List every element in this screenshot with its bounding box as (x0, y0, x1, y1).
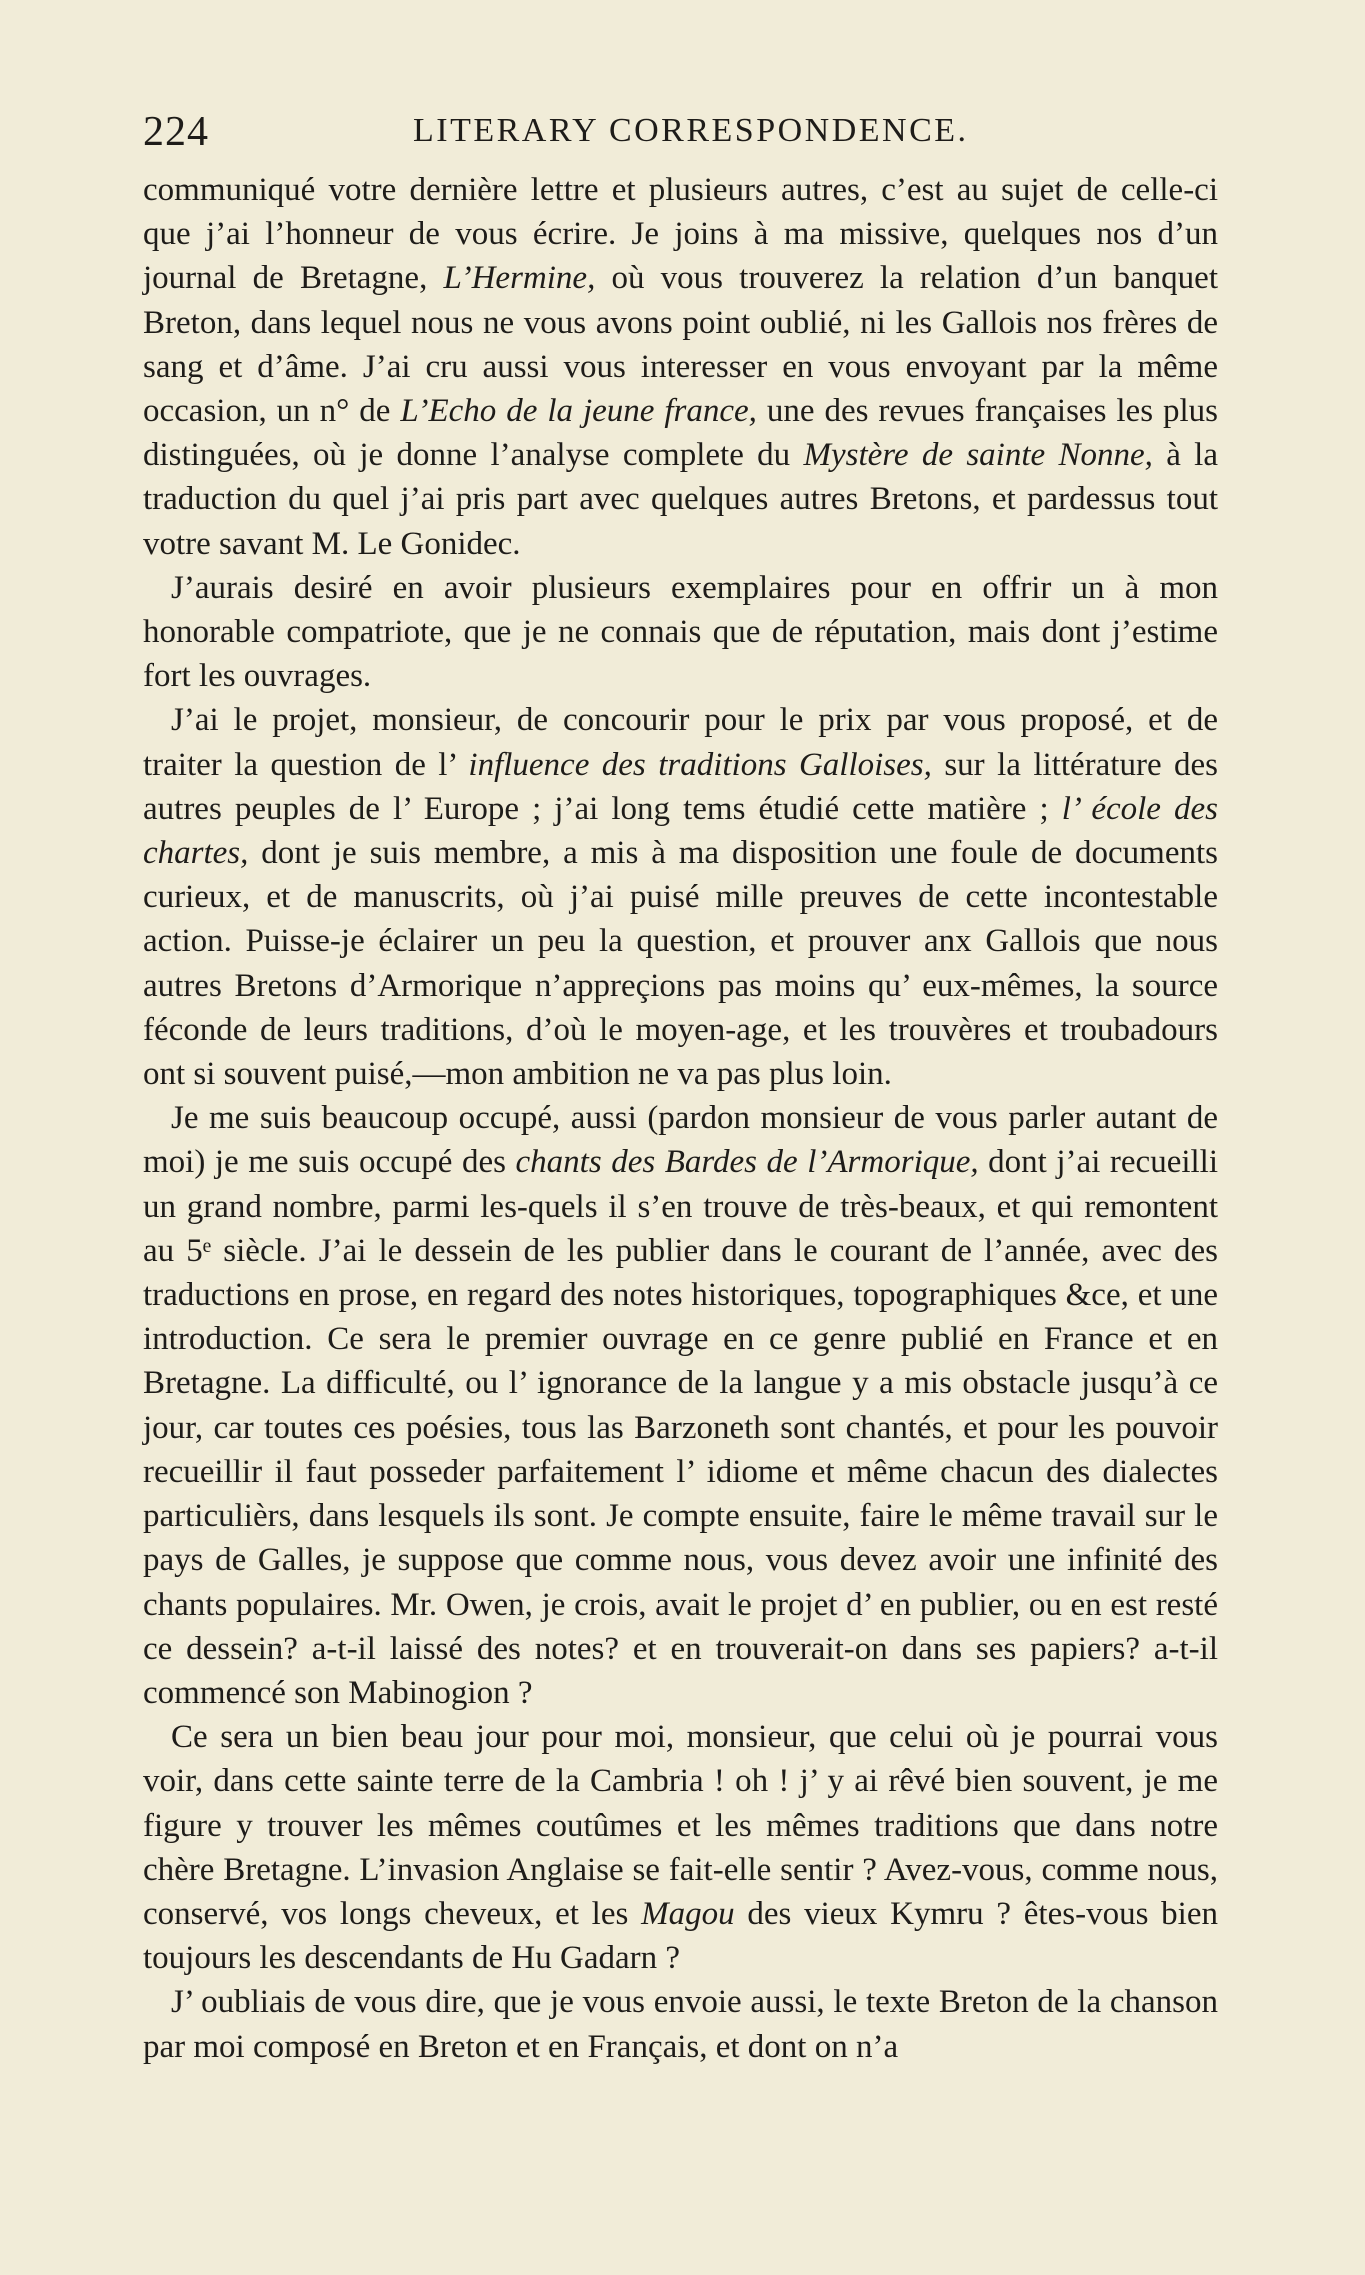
paragraph (143, 698, 1218, 1096)
paragraph (143, 1980, 1218, 2068)
italic-run: influence des traditions Galloises, (468, 746, 932, 783)
running-head: LITERARY CORRESPONDENCE. (413, 112, 969, 149)
page-number: 224 (143, 109, 209, 155)
page-header (143, 108, 1218, 160)
text-run: sur la littérature des autres peuples de l’ Europe ; j’ai long tems étudié cette matière ; (143, 746, 1219, 827)
paragraph (143, 1096, 1218, 1715)
text-run: communiqué votre dernière lettre et plusieurs autres, c’est au sujet de celle-ci que j’ai l’honneur de vous écrire. Je joins à ma missive, quelques nos d’un journal de Bretagne, (143, 172, 1218, 297)
letter-body (143, 168, 1218, 2069)
text-run: J’aurais desiré en avoir plusieurs exemplaires pour en offrir un à mon honorable compatriote, que je ne connais que de réputation, mais dont j’estime fort les ouvrages. (143, 569, 1218, 695)
text-run: Je me suis beaucoup occupé, aussi (pardon monsieur de vous parler autant de moi) je me suis occupé des (143, 1100, 1218, 1181)
paragraph (143, 168, 1218, 566)
text-run: Ce sera un bien beau jour pour moi, monsieur, que celui où je pourrai vous voir, dans cette sainte terre de la Cambria ! oh ! j’ y ai rêvé bien souvent, je me figure y trouver les mêmes coutûmes et les mêmes traditions que dans notre chère Bretagne. L’invasion Anglaise se fait-elle sentir ? Avez-vous, comme nous, conservé, vos longs cheveux, et les (143, 1719, 1218, 1932)
text-run: où vous trouverez la relation d’un banquet Breton, dans lequel nous ne vous avons point oublié, ni les Gallois nos frères de sang et d’âme. J’ai cru aussi vous interesser en vous envoyant par la même occasion, un n° de (143, 260, 1218, 430)
text-run: une des revues françaises les plus distinguées, où je donne l’analyse complete du (143, 393, 1218, 474)
text-run: J’ai le projet, monsieur, de concourir pour le prix par vous proposé, et de traiter la question de l’ (143, 702, 1218, 783)
text-run: dont je suis membre, a mis à ma disposition une foule de documents curieux, et de manuscrits, où j’ai puisé mille preuves de cette incontestable action. Puisse-je éclairer un peu la question, et prouver anx Gallois que nous autres Bretons d’Armorique n’appreçions pas moins qu’ eux-mêmes, la source féconde de leurs traditions, d’où le moyen-age, et les trouvères et troubadours ont si souvent puisé,—mon ambition ne va pas plus loin. (143, 835, 1218, 1093)
italic-run: l’ école des chartes, (143, 790, 1218, 872)
italic-run: L’Hermine, (443, 260, 596, 297)
text-run (655, 1144, 665, 1180)
text-run: J’ oubliais de vous dire, que je vous envoie aussi, le texte Breton de la chanson par moi composé en Breton et en Français, et dont on n’a (143, 1984, 1218, 2065)
italic-run: chants des (515, 1144, 656, 1181)
text-run: dont j’ai recueilli un grand nombre, parmi les-quels il s’en trouve de très-beaux, et qui remontent au 5ᵉ siècle. J’ai le dessein de les publier dans le courant de l’année, avec des traductions en prose, en regard des notes historiques, topographiques &ce, et une introduction. Ce sera le premier ouvrage en ce genre publié en France et en Bretagne. La difficulté, ou l’ ignorance de la langue y a mis obstacle jusqu’à ce jour, car toutes ces poésies, tous las Barzoneth sont chantés, et pour les pouvoir recueillir il faut posseder parfaitement l’ idiome et même chacun des dialectes particulièrs, dans lesquels ils sont. Je compte ensuite, faire le même travail sur le pays de Galles, je suppose que comme nous, vous devez avoir une infinité des chants populaires. Mr. Owen, je crois, avait le projet d’ en publier, ou en est resté ce dessein? a-t-il laissé des notes? et en trouverait-on dans ses papiers? a-t-il commencé son Mabinogion ? (143, 1144, 1219, 1711)
italic-run: L’Echo de la jeune france, (400, 393, 757, 430)
paragraph (143, 566, 1218, 699)
text-run: des vieux Kymru ? êtes-vous bien toujours les descendants de Hu Gadarn ? (143, 1895, 1218, 1977)
text-run: à la traduction du quel j’ai pris part avec quelques autres Bretons, et pardessus tout votre savant M. Le Gonidec. (143, 437, 1218, 562)
italic-run: Bardes de l’Armorique, (664, 1144, 979, 1181)
italic-run: Mystère de sainte Nonne, (803, 437, 1153, 474)
italic-run: Magou (641, 1895, 735, 1932)
paragraph (143, 1715, 1218, 1980)
